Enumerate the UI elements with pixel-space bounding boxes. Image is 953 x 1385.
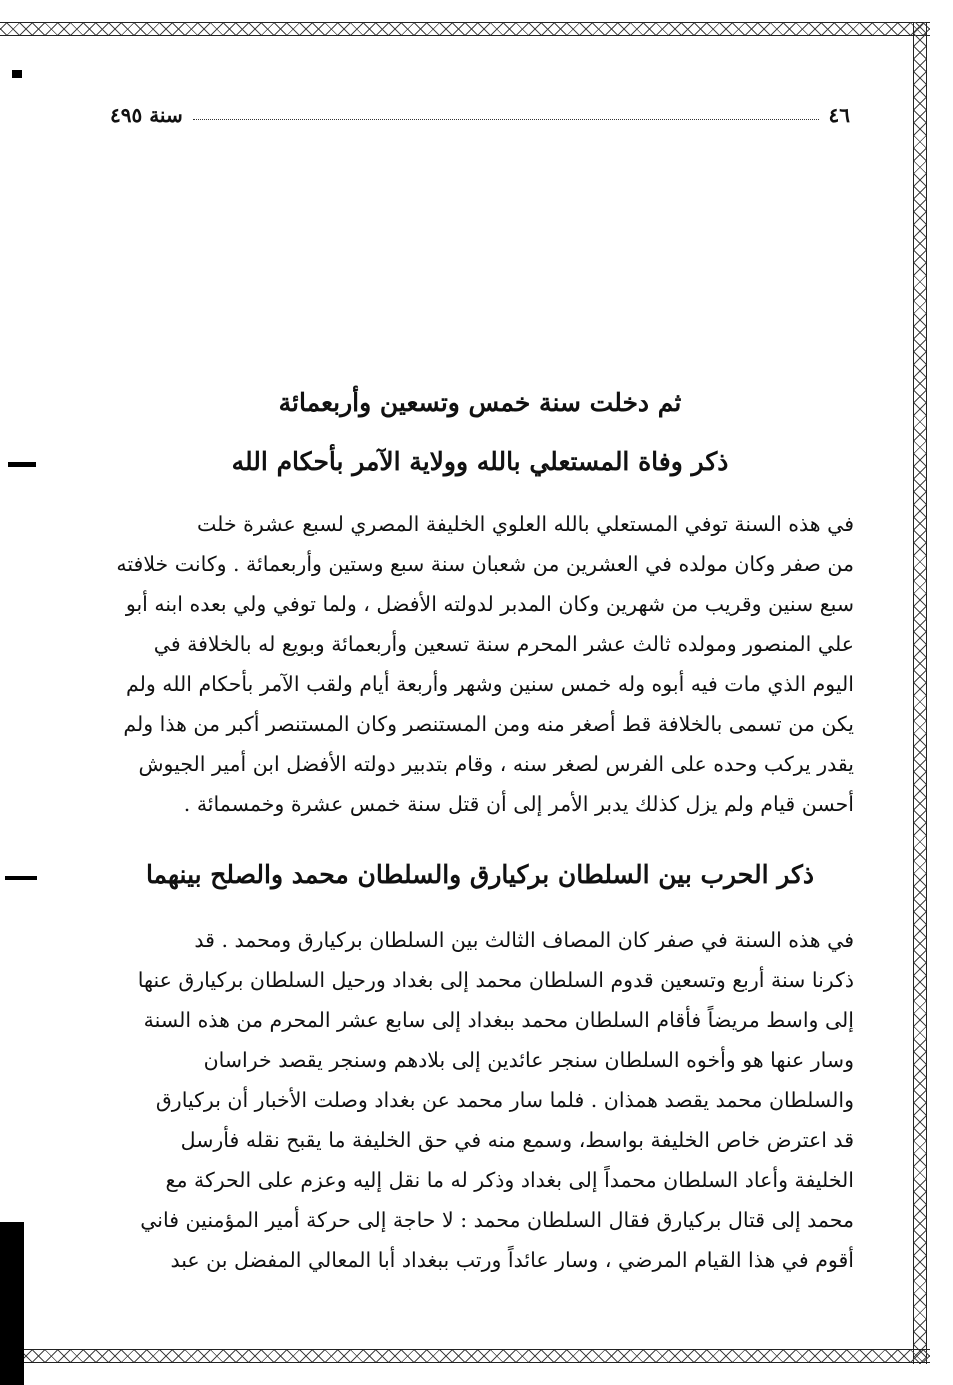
top-ornamental-border (0, 22, 930, 36)
page-number: ٤٦ (828, 103, 850, 127)
body-line: في هذه السنة في صفر كان المصاف الثالث بين السلطان بركيارق ومحمد . قد (194, 928, 854, 952)
running-title: سنة ٤٩٥ (110, 103, 183, 127)
scan-mark-top (12, 70, 22, 78)
right-ornamental-border (913, 22, 927, 1364)
scan-mark-edge (0, 1222, 24, 1385)
body-line: الخليفة وأعاد السلطان محمداً إلى بغداد وذكر له ما نقل إليه وعزم على الحركة مع (165, 1168, 854, 1192)
bottom-ornamental-border (0, 1349, 930, 1363)
section1-body (110, 504, 854, 824)
section2-heading: ذكر الحرب بين السلطان بركيارق والسلطان محمد والصلح بينهما (145, 860, 815, 889)
scan-mark-arrow (8, 462, 36, 467)
page-header (110, 100, 850, 130)
body-line: ذكرنا سنة أربع وتسعين قدوم السلطان محمد إلى بغداد ورحيل السلطان بركيارق عنها (137, 968, 854, 992)
body-line: اليوم الذي مات فيه أبوه وله خمس سنين وشهر وأربعة أيام ولقب الآمر بأحكام الله ولم (125, 672, 854, 696)
body-line: سبع سنين وقريب من شهرين وكان المدبر لدولته الأفضل ، ولما توفي ولي بعده ابنه أبو (125, 592, 854, 616)
body-line: يكن من تسمى بالخلافة قط أصغر منه ومن المستنصر وكان المستنصر أكبر من هذا ولم (123, 712, 854, 736)
body-line: إلى واسط مريضاً فأقام السلطان محمد ببغداد إلى سابع عشر المحرم من هذه السنة (143, 1008, 854, 1032)
body-line: من صفر وكان مولده في العشرين من شعبان سنة سبع وستين وأربعمائة . وكانت خلافته (116, 552, 854, 576)
section2-body (110, 920, 854, 1280)
body-line: وسار عنها هو وأخوه السلطان سنجر عائدين إلى بلادهم وسنجر يقصد خراسان (203, 1048, 854, 1072)
body-line: قد اعترض خاص الخليفة بواسط، وسمع منه في حق الخليفة ما يقبح نقله فأرسل (180, 1128, 854, 1152)
body-line: يقدر يركب وحده على الفرس لصغر سنه ، وقام بتدبير دولته الأفضل ابن أمير الجيوش (138, 752, 854, 776)
section1-heading: ذكر وفاة المستعلي بالله وولاية الآمر بأحكام الله (231, 447, 729, 476)
header-dotted-leader (193, 119, 819, 120)
scan-mark-dash (5, 876, 37, 880)
body-line: محمد إلى قتال بركيارق فقال السلطان محمد : لا حاجة إلى حركة أمير المؤمنين فاني (140, 1208, 854, 1232)
body-line: أحسن قيام ولم يزل كذلك يدبر الأمر إلى أن قتل سنة خمس عشرة وخمسمائة . (183, 792, 854, 816)
body-line: في هذه السنة توفي المستعلي بالله العلوي الخليفة المصري لسبع عشرة خلت (197, 512, 854, 536)
body-line: والسلطان محمد يقصد همذان . فلما سار محمد عن بغداد وصلت الأخبار أن بركيارق (155, 1088, 854, 1112)
body-line: أقوم في هذا القيام المرضي ، وسار عائداً ورتب ببغداد أبا المعالي المفضل بن عبد (170, 1248, 854, 1272)
year-heading: ثم دخلت سنة خمس وتسعين وأربعمائة (278, 388, 682, 417)
body-line: علي المنصور ومولده ثالث عشر المحرم سنة تسعين وأربعمائة وبويع له بالخلافة في (153, 632, 854, 656)
